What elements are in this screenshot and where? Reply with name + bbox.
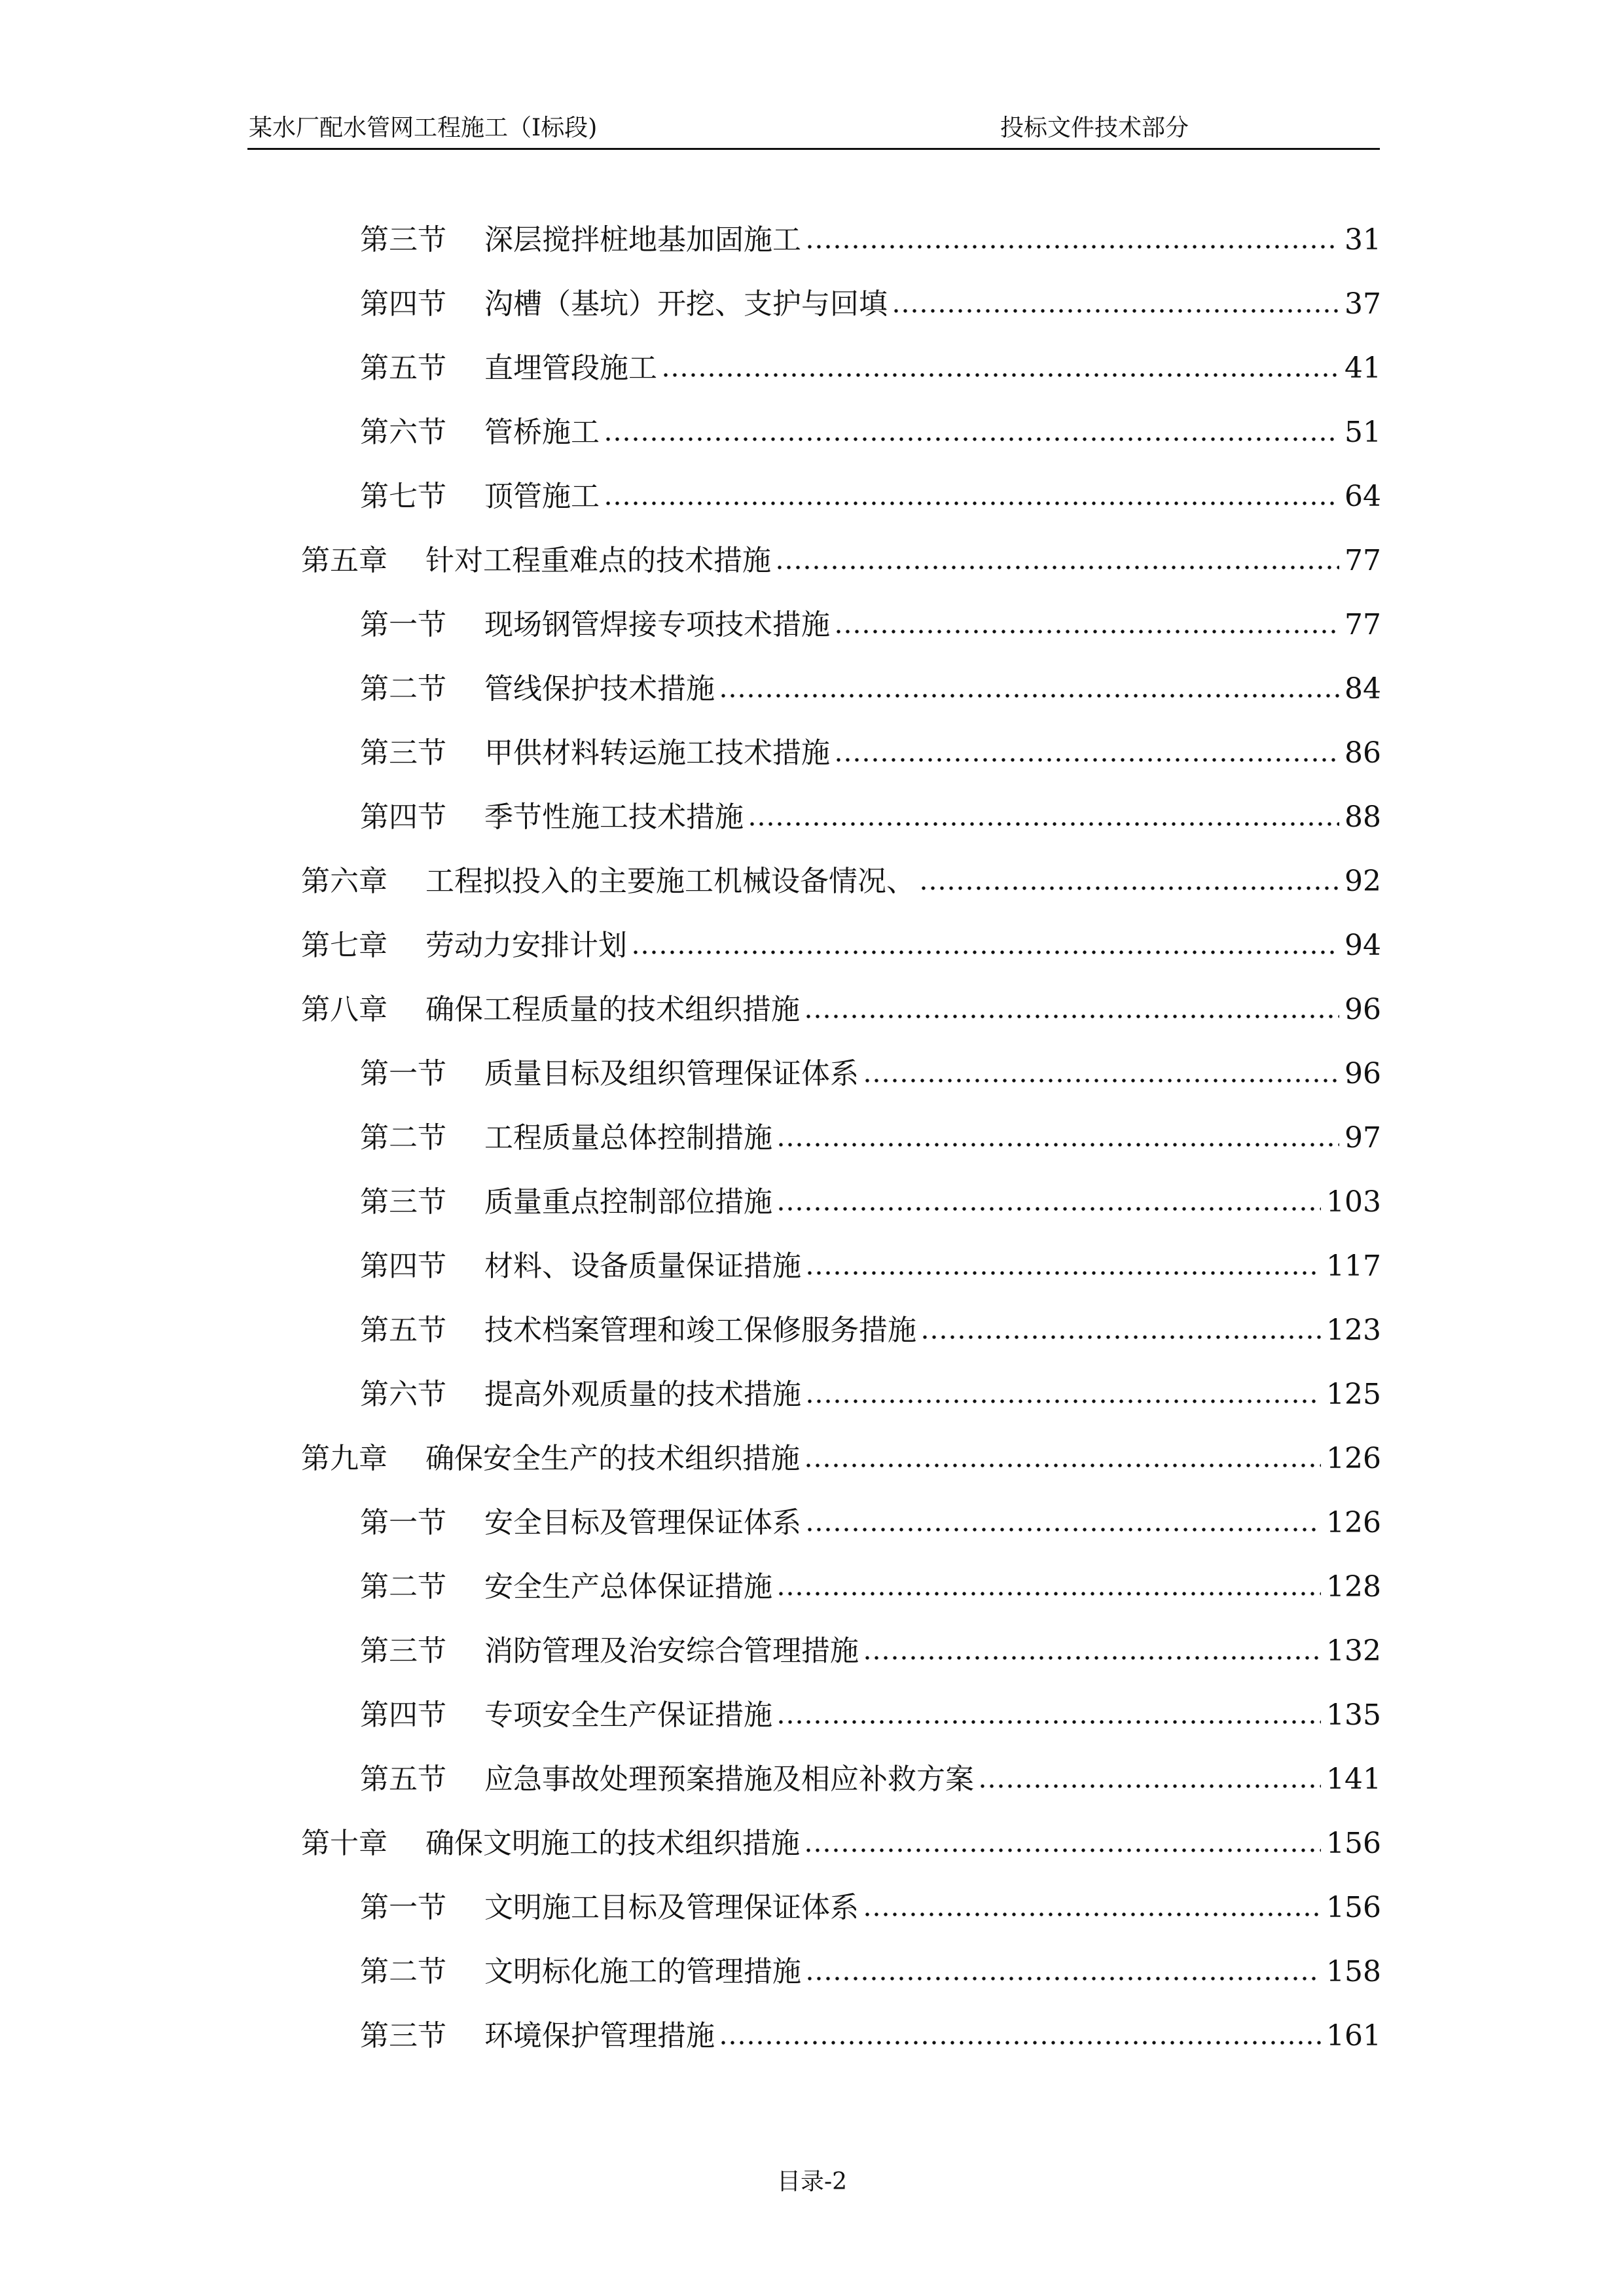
dot-leader xyxy=(776,1202,1321,1215)
dot-leader xyxy=(804,1844,1321,1857)
toc-entry-number: 第三节 xyxy=(360,2019,446,2053)
toc-entry-title: 管桥施工 xyxy=(484,416,600,449)
toc-entry[interactable] xyxy=(301,1619,1381,1683)
toc-entry-page: 141 xyxy=(1326,1763,1381,1796)
toc-entry-title: 质量目标及组织管理保证体系 xyxy=(484,1057,859,1090)
toc-entry[interactable] xyxy=(301,721,1381,785)
toc-entry-page: 158 xyxy=(1326,1955,1381,1988)
dot-leader xyxy=(919,882,1339,895)
toc-entry-title: 季节性施工技术措施 xyxy=(484,800,744,834)
dot-leader xyxy=(834,753,1339,766)
header-document-part: 投标文件技术部分 xyxy=(1000,115,1189,141)
page-footer xyxy=(0,2168,1624,2197)
toc-entry-page: 135 xyxy=(1326,1698,1381,1732)
toc-entry-page: 97 xyxy=(1344,1121,1381,1155)
toc-entry-page: 156 xyxy=(1326,1891,1381,1924)
dot-leader xyxy=(863,1908,1321,1921)
toc-entry-page: 88 xyxy=(1344,800,1381,834)
dot-leader xyxy=(661,368,1339,382)
header-project-title: 某水厂配水管网工程施工（Ⅰ标段) xyxy=(249,115,598,141)
toc-entry-title: 质量重点控制部位措施 xyxy=(484,1185,772,1219)
toc-entry[interactable] xyxy=(301,208,1381,272)
toc-entry-title: 确保工程质量的技术组织措施 xyxy=(425,993,800,1026)
toc-entry-page: 41 xyxy=(1344,351,1381,385)
toc-entry-number: 第四节 xyxy=(360,287,446,321)
toc-entry-number: 第六节 xyxy=(360,1378,446,1411)
toc-entry[interactable] xyxy=(301,657,1381,721)
dot-leader xyxy=(748,817,1339,831)
toc-entry[interactable] xyxy=(301,1427,1381,1491)
toc-entry-number: 第五节 xyxy=(360,1763,446,1796)
toc-entry-title: 应急事故处理预案措施及相应补救方案 xyxy=(484,1763,974,1796)
toc-entry-title: 确保安全生产的技术组织措施 xyxy=(425,1442,800,1475)
toc-entry-title: 环境保护管理措施 xyxy=(484,2019,715,2053)
toc-entry-title: 技术档案管理和竣工保修服务措施 xyxy=(484,1314,916,1347)
dot-leader xyxy=(834,625,1339,638)
toc-entry-page: 123 xyxy=(1326,1314,1381,1347)
toc-entry-number: 第四节 xyxy=(360,1698,446,1732)
dot-leader xyxy=(978,1780,1321,1793)
toc-entry-number: 第五节 xyxy=(360,1314,446,1347)
toc-entry-title: 确保文明施工的技术组织措施 xyxy=(425,1827,800,1860)
toc-entry-number: 第八章 xyxy=(301,993,388,1026)
toc-entry-number: 第六节 xyxy=(360,416,446,449)
toc-entry[interactable] xyxy=(301,1683,1381,1748)
toc-entry-number: 第三节 xyxy=(360,736,446,770)
toc-entry-number: 第二节 xyxy=(360,1570,446,1604)
toc-entry-number: 第二节 xyxy=(360,672,446,706)
dot-leader xyxy=(776,1587,1321,1600)
toc-entry-title: 沟槽（基坑）开挖、支护与回填 xyxy=(484,287,888,321)
toc-entry-page: 161 xyxy=(1326,2019,1381,2053)
toc-entry-page: 77 xyxy=(1344,544,1381,577)
toc-entry-title: 劳动力安排计划 xyxy=(425,929,627,962)
dot-leader xyxy=(805,1523,1321,1536)
toc-entry-number: 第三节 xyxy=(360,1634,446,1668)
table-of-contents xyxy=(301,208,1381,2068)
toc-entry[interactable] xyxy=(301,336,1381,401)
toc-entry-page: 51 xyxy=(1344,416,1381,449)
toc-entry[interactable] xyxy=(301,465,1381,529)
dot-leader xyxy=(719,2036,1321,2049)
toc-entry-number: 第六章 xyxy=(301,865,388,898)
toc-entry-page: 64 xyxy=(1344,480,1381,513)
toc-entry[interactable] xyxy=(301,272,1381,336)
toc-entry-title: 安全生产总体保证措施 xyxy=(484,1570,772,1604)
dot-leader xyxy=(776,1138,1339,1151)
dot-leader xyxy=(863,1651,1321,1664)
toc-entry-title: 现场钢管焊接专项技术措施 xyxy=(484,608,830,641)
toc-entry-title: 专项安全生产保证措施 xyxy=(484,1698,772,1732)
toc-entry-title: 管线保护技术措施 xyxy=(484,672,715,706)
toc-entry-title: 文明施工目标及管理保证体系 xyxy=(484,1891,859,1924)
toc-entry-title: 甲供材料转运施工技术措施 xyxy=(484,736,830,770)
toc-entry-page: 96 xyxy=(1344,1057,1381,1090)
toc-entry[interactable] xyxy=(301,785,1381,850)
toc-entry[interactable] xyxy=(301,1876,1381,1940)
toc-entry-page: 126 xyxy=(1326,1442,1381,1475)
toc-entry-number: 第七章 xyxy=(301,929,388,962)
toc-entry[interactable] xyxy=(301,1491,1381,1555)
toc-entry[interactable] xyxy=(301,1234,1381,1299)
toc-entry-page: 128 xyxy=(1326,1570,1381,1604)
toc-entry-page: 86 xyxy=(1344,736,1381,770)
toc-entry[interactable] xyxy=(301,1812,1381,1876)
toc-entry-title: 文明标化施工的管理措施 xyxy=(484,1955,801,1988)
toc-entry-page: 103 xyxy=(1326,1185,1381,1219)
toc-entry[interactable] xyxy=(301,529,1381,593)
toc-entry-number: 第九章 xyxy=(301,1442,388,1475)
toc-entry[interactable] xyxy=(301,1299,1381,1363)
toc-entry-number: 第三节 xyxy=(360,1185,446,1219)
dot-leader xyxy=(805,1972,1321,1985)
toc-entry[interactable] xyxy=(301,914,1381,978)
toc-entry-number: 第二节 xyxy=(360,1121,446,1155)
toc-entry-page: 156 xyxy=(1326,1827,1381,1860)
toc-entry-number: 第一节 xyxy=(360,1891,446,1924)
toc-entry-title: 深层搅拌桩地基加固施工 xyxy=(484,223,801,257)
toc-entry-page: 31 xyxy=(1344,223,1381,257)
toc-entry-page: 132 xyxy=(1326,1634,1381,1668)
toc-entry-page: 117 xyxy=(1326,1249,1381,1283)
toc-entry-number: 第二节 xyxy=(360,1955,446,1988)
toc-entry-number: 第五章 xyxy=(301,544,388,577)
toc-entry-title: 针对工程重难点的技术措施 xyxy=(425,544,771,577)
toc-entry-page: 77 xyxy=(1344,608,1381,641)
dot-leader xyxy=(805,240,1339,253)
toc-entry[interactable] xyxy=(301,1170,1381,1234)
toc-entry[interactable] xyxy=(301,1555,1381,1619)
toc-entry-title: 提高外观质量的技术措施 xyxy=(484,1378,801,1411)
dot-leader xyxy=(920,1331,1321,1344)
dot-leader xyxy=(892,304,1339,317)
toc-entry-title: 顶管施工 xyxy=(484,480,600,513)
toc-entry-number: 第五节 xyxy=(360,351,446,385)
toc-entry-page: 84 xyxy=(1344,672,1381,706)
page-header xyxy=(247,113,1380,149)
toc-entry-title: 工程拟投入的主要施工机械设备情况、 xyxy=(425,865,915,898)
toc-entry-number: 第三节 xyxy=(360,223,446,257)
toc-entry-number: 第十章 xyxy=(301,1827,388,1860)
toc-entry[interactable] xyxy=(301,1363,1381,1427)
toc-entry[interactable] xyxy=(301,593,1381,657)
toc-entry-number: 第一节 xyxy=(360,1057,446,1090)
toc-entry-number: 第七节 xyxy=(360,480,446,513)
toc-entry[interactable] xyxy=(301,1106,1381,1170)
toc-entry[interactable] xyxy=(301,401,1381,465)
toc-entry-number: 第四节 xyxy=(360,800,446,834)
toc-entry-page: 92 xyxy=(1344,865,1381,898)
toc-entry[interactable] xyxy=(301,850,1381,914)
dot-leader xyxy=(804,1459,1321,1472)
toc-entry-title: 消防管理及治安综合管理措施 xyxy=(484,1634,859,1668)
toc-entry-page: 96 xyxy=(1344,993,1381,1026)
header-divider xyxy=(247,148,1380,150)
toc-entry-title: 材料、设备质量保证措施 xyxy=(484,1249,801,1283)
toc-entry-page: 37 xyxy=(1344,287,1381,321)
dot-leader xyxy=(804,1010,1339,1023)
toc-entry[interactable] xyxy=(301,1748,1381,1812)
toc-entry-number: 第四节 xyxy=(360,1249,446,1283)
toc-entry[interactable] xyxy=(301,2004,1381,2068)
dot-leader xyxy=(805,1266,1321,1280)
toc-entry-page: 125 xyxy=(1326,1378,1381,1411)
toc-entry-title: 安全目标及管理保证体系 xyxy=(484,1506,801,1539)
footer-page-label: 目录-2 xyxy=(776,2168,848,2195)
dot-leader xyxy=(805,1395,1321,1408)
dot-leader xyxy=(863,1074,1339,1087)
toc-entry-number: 第一节 xyxy=(360,1506,446,1539)
dot-leader xyxy=(631,946,1339,959)
toc-entry[interactable] xyxy=(301,1940,1381,2004)
toc-entry[interactable] xyxy=(301,1042,1381,1106)
toc-entry-page: 126 xyxy=(1326,1506,1381,1539)
dot-leader xyxy=(775,561,1339,574)
dot-leader xyxy=(604,433,1339,446)
toc-entry-page: 94 xyxy=(1344,929,1381,962)
toc-entry-number: 第一节 xyxy=(360,608,446,641)
dot-leader xyxy=(776,1715,1321,1729)
toc-entry[interactable] xyxy=(301,978,1381,1042)
dot-leader xyxy=(604,497,1339,510)
toc-entry-title: 工程质量总体控制措施 xyxy=(484,1121,772,1155)
toc-entry-title: 直埋管段施工 xyxy=(484,351,657,385)
dot-leader xyxy=(719,689,1339,702)
